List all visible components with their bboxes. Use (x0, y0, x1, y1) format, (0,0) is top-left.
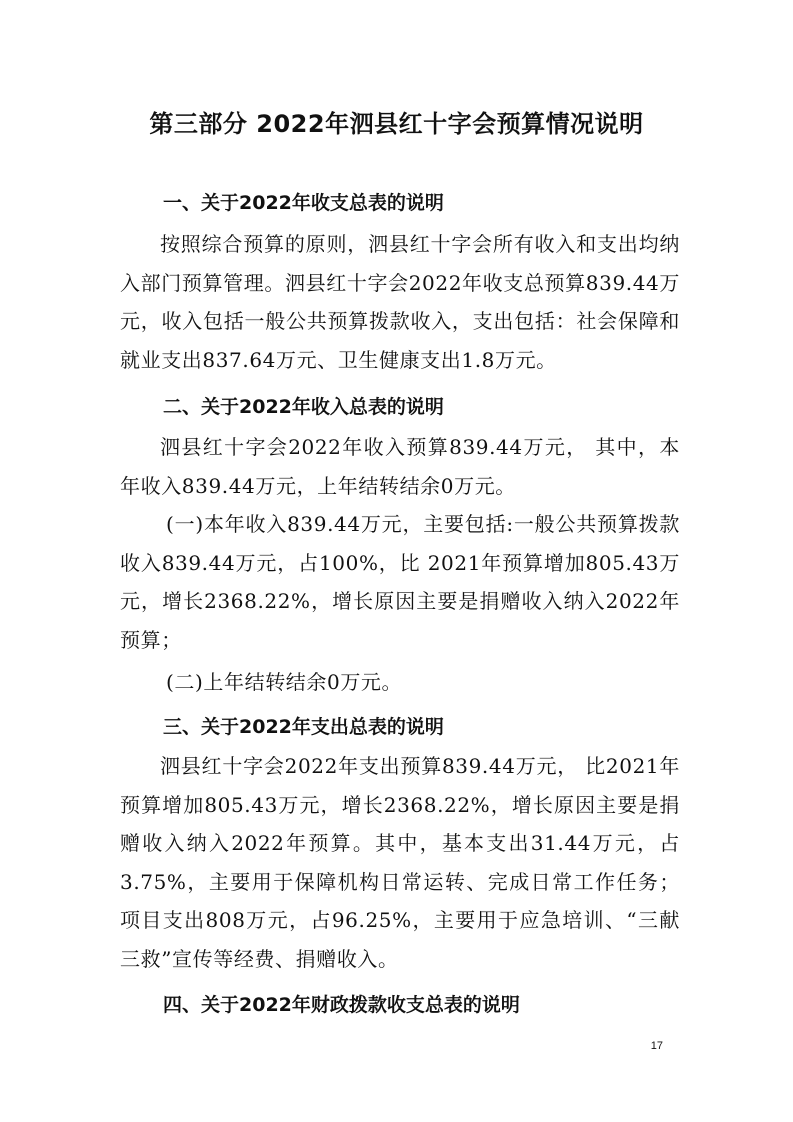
page-title: 第三部分 2022年泗县红十字会预算情况说明 (149, 110, 644, 138)
section-heading-2: 二、关于2022年收入总表的说明 (163, 396, 444, 418)
section-3-paragraph-1: 泗县红十字会2022年支出预算839.44万元， 比2021年预算增加805.43万元，增长2368.22%，增长原因主要是捐赠收入纳入2022年预算。其中，基本支出31.44万元，占3.75%，主要用于保障机构日常运转、完成日常工作任务；项目支出808万元，占96.25%，主要用于应急培训、“三献三救”宣传等经费、捐赠收入。 (120, 754, 680, 971)
section-2-paragraph-3: (二)上年结转结余0万元。 (166, 670, 403, 694)
page-number: 17 (650, 1040, 663, 1052)
section-heading-1: 一、关于2022年收支总表的说明 (163, 192, 444, 214)
section-2-paragraph-1: 泗县红十字会2022年收入预算839.44万元， 其中，本年收入839.44万元，上年结转结余0万元。 (120, 435, 680, 498)
section-1-paragraph-1: 按照综合预算的原则，泗县红十字会所有收入和支出均纳入部门预算管理。泗县红十字会2022年收支总预算839.44万元，收入包括一般公共预算拨款收入，支出包括：社会保障和就业支出837.64万元、卫生健康支出1.8万元。 (120, 232, 680, 372)
section-2-paragraph-2: (一)本年收入839.44万元，主要包括:一般公共预算拨款收入839.44万元，占100%，比 2021年预算增加805.43万元，增长2368.22%，增长原因主要是捐赠收入纳入2022年预算； (120, 512, 680, 652)
section-heading-3: 三、关于2022年支出总表的说明 (163, 716, 444, 738)
section-heading-4: 四、关于2022年财政拨款收支总表的说明 (163, 994, 520, 1016)
